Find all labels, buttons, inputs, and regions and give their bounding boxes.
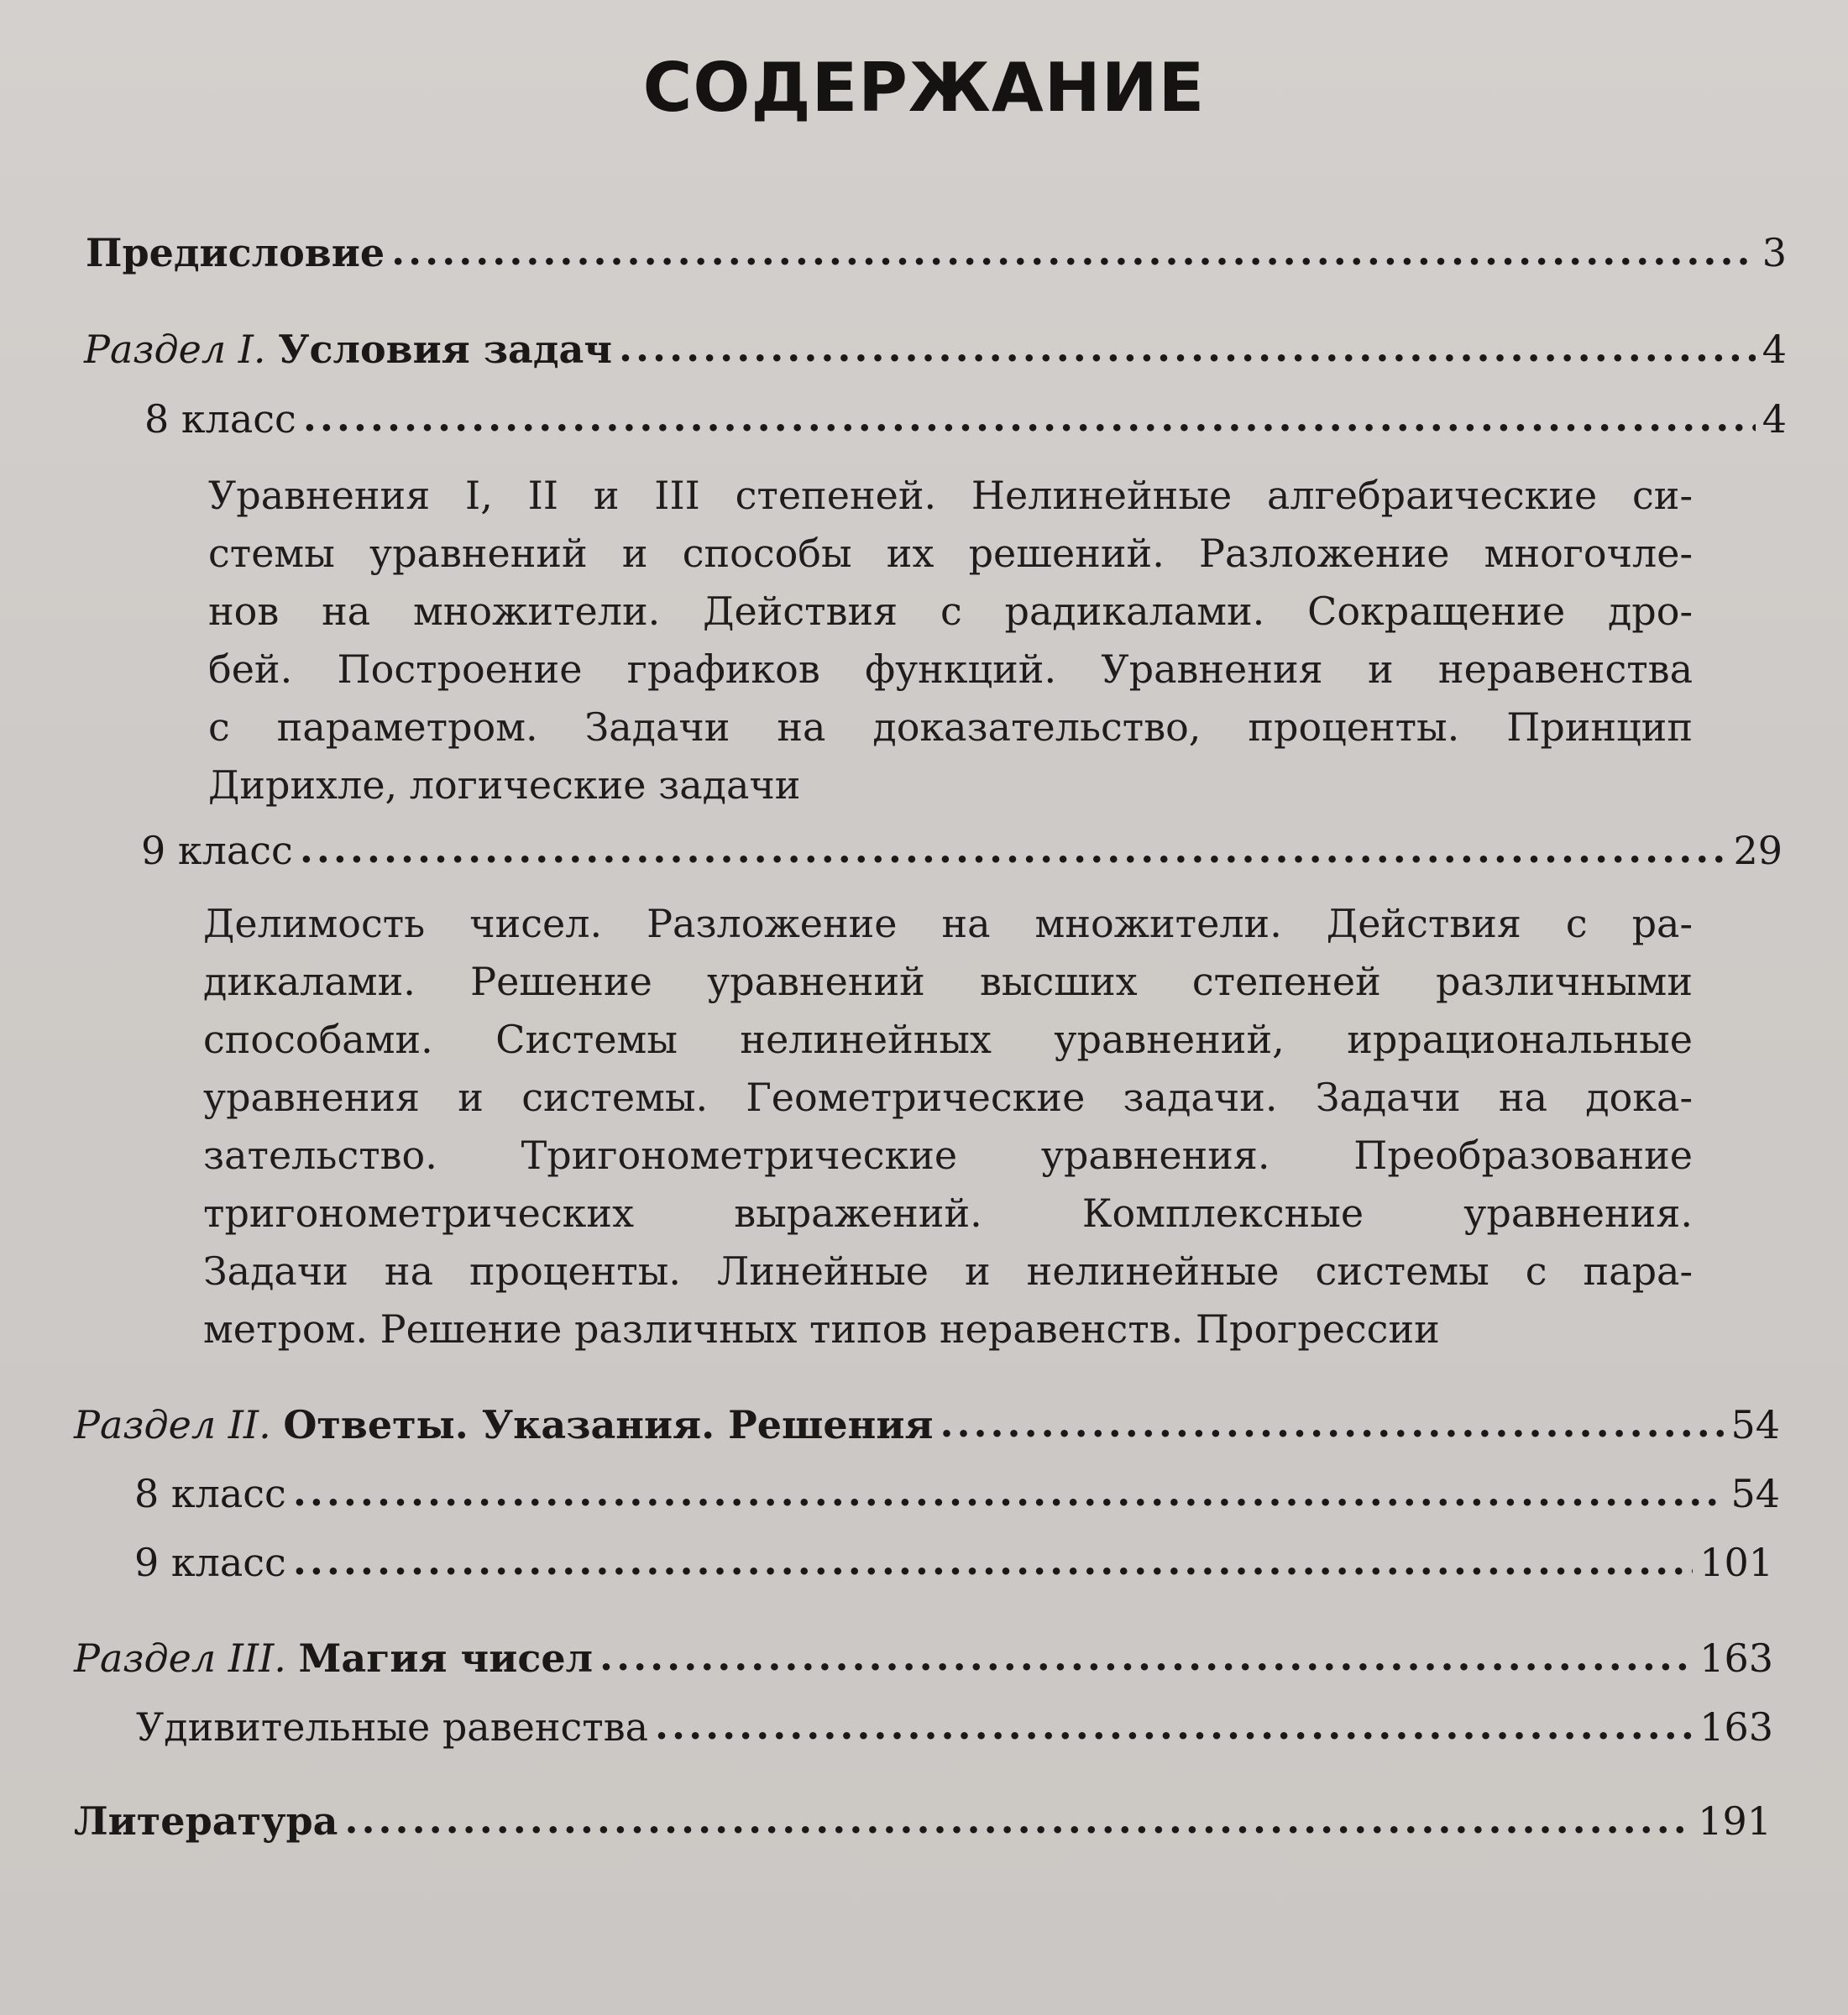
section-prefix: Раздел I. [84,327,266,372]
toc-page-number: 29 [1733,828,1783,873]
toc-entry-label: 9 класс [141,828,293,873]
description-line: Уравнения I, II и III степеней. Нелинейные алгебраические си- [208,473,1693,518]
toc-entry-label: Предисловие [86,230,385,275]
toc-entry-answers-grade-9[interactable] [134,1540,1773,1585]
toc-page-number: 54 [1730,1471,1780,1516]
description-line: метром. Решение различных типов неравенств. Прогрессии [203,1306,1440,1352]
section-title: Ответы. Указания. Решения [283,1402,934,1447]
leader-dots [391,232,1756,270]
leader-dots [599,1637,1693,1676]
section-prefix: Раздел II. [74,1402,271,1447]
toc-page-number: 4 [1762,327,1787,372]
description-line: Делимость чисел. Разложение на множители. Действия с ра- [203,901,1693,946]
description-line: Дирихле, логические задачи [208,762,801,808]
description-line: способами. Системы нелинейных уравнений, иррациональные [203,1017,1693,1062]
description-line: Задачи на проценты. Линейные и нелинейные системы с пара- [203,1248,1693,1294]
toc-entry-label: Удивительные равенства [136,1704,649,1750]
description-line: стемы уравнений и способы их решений. Разложение многочле- [208,531,1693,576]
toc-entry-equalities[interactable] [136,1704,1773,1750]
section-prefix: Раздел III. [74,1636,286,1681]
leader-dots [344,1800,1691,1839]
toc-entry-preface[interactable] [86,230,1787,275]
toc-entry-literature[interactable] [74,1798,1772,1844]
toc-entry-label [74,1402,934,1447]
leader-dots [293,1541,1693,1580]
toc-entry-label: 8 класс [134,1471,286,1516]
leader-dots [655,1706,1693,1745]
toc-entry-label: 8 класс [144,396,296,442]
grade-9-description [203,895,1693,1358]
toc-page-number: 163 [1699,1704,1773,1750]
toc-page-number: 4 [1762,396,1787,442]
description-line: тригонометрических выражений. Комплексные уравнения. [203,1191,1693,1236]
description-line: бей. Построение графиков функций. Уравнения и неравенства [208,646,1693,692]
description-line: нов на множители. Действия с радикалами. Сокращение дро- [208,589,1693,634]
toc-page-number: 191 [1698,1798,1772,1844]
toc-page-number: 163 [1699,1636,1773,1681]
toc-entry-answers-grade-8[interactable] [134,1471,1780,1516]
section-title: Условия задач [278,327,612,372]
toc-entry-section-1[interactable] [84,327,1787,372]
toc-entry-label [74,1636,594,1681]
toc-entry-section-3[interactable] [74,1636,1773,1681]
leader-dots [940,1404,1724,1442]
leader-dots [293,1473,1725,1511]
toc-page-number: 54 [1730,1402,1780,1447]
description-line: уравнения и системы. Геометрические задачи. Задачи на дока- [203,1075,1693,1120]
leader-dots [619,328,1756,367]
description-line: зательство. Тригонометрические уравнения. Преобразование [203,1133,1693,1178]
toc-entry-grade-9[interactable] [141,828,1783,873]
leader-dots [303,398,1756,437]
toc-page-number: 3 [1762,230,1787,275]
page-title: СОДЕРЖАНИЕ [642,49,1206,127]
section-title: Магия чисел [298,1636,594,1681]
toc-page-number: 101 [1699,1540,1773,1585]
description-line: с параметром. Задачи на доказательство, проценты. Принцип [208,704,1693,750]
grade-8-description [208,467,1693,814]
toc-entry-label: Литература [74,1798,338,1844]
toc-entry-label [84,327,612,372]
leader-dots [300,830,1727,868]
description-line: дикалами. Решение уравнений высших степеней различными [203,959,1693,1004]
toc-entry-label: 9 класс [134,1540,286,1585]
toc-entry-section-2[interactable] [74,1402,1780,1447]
toc-entry-grade-8[interactable] [144,396,1787,442]
